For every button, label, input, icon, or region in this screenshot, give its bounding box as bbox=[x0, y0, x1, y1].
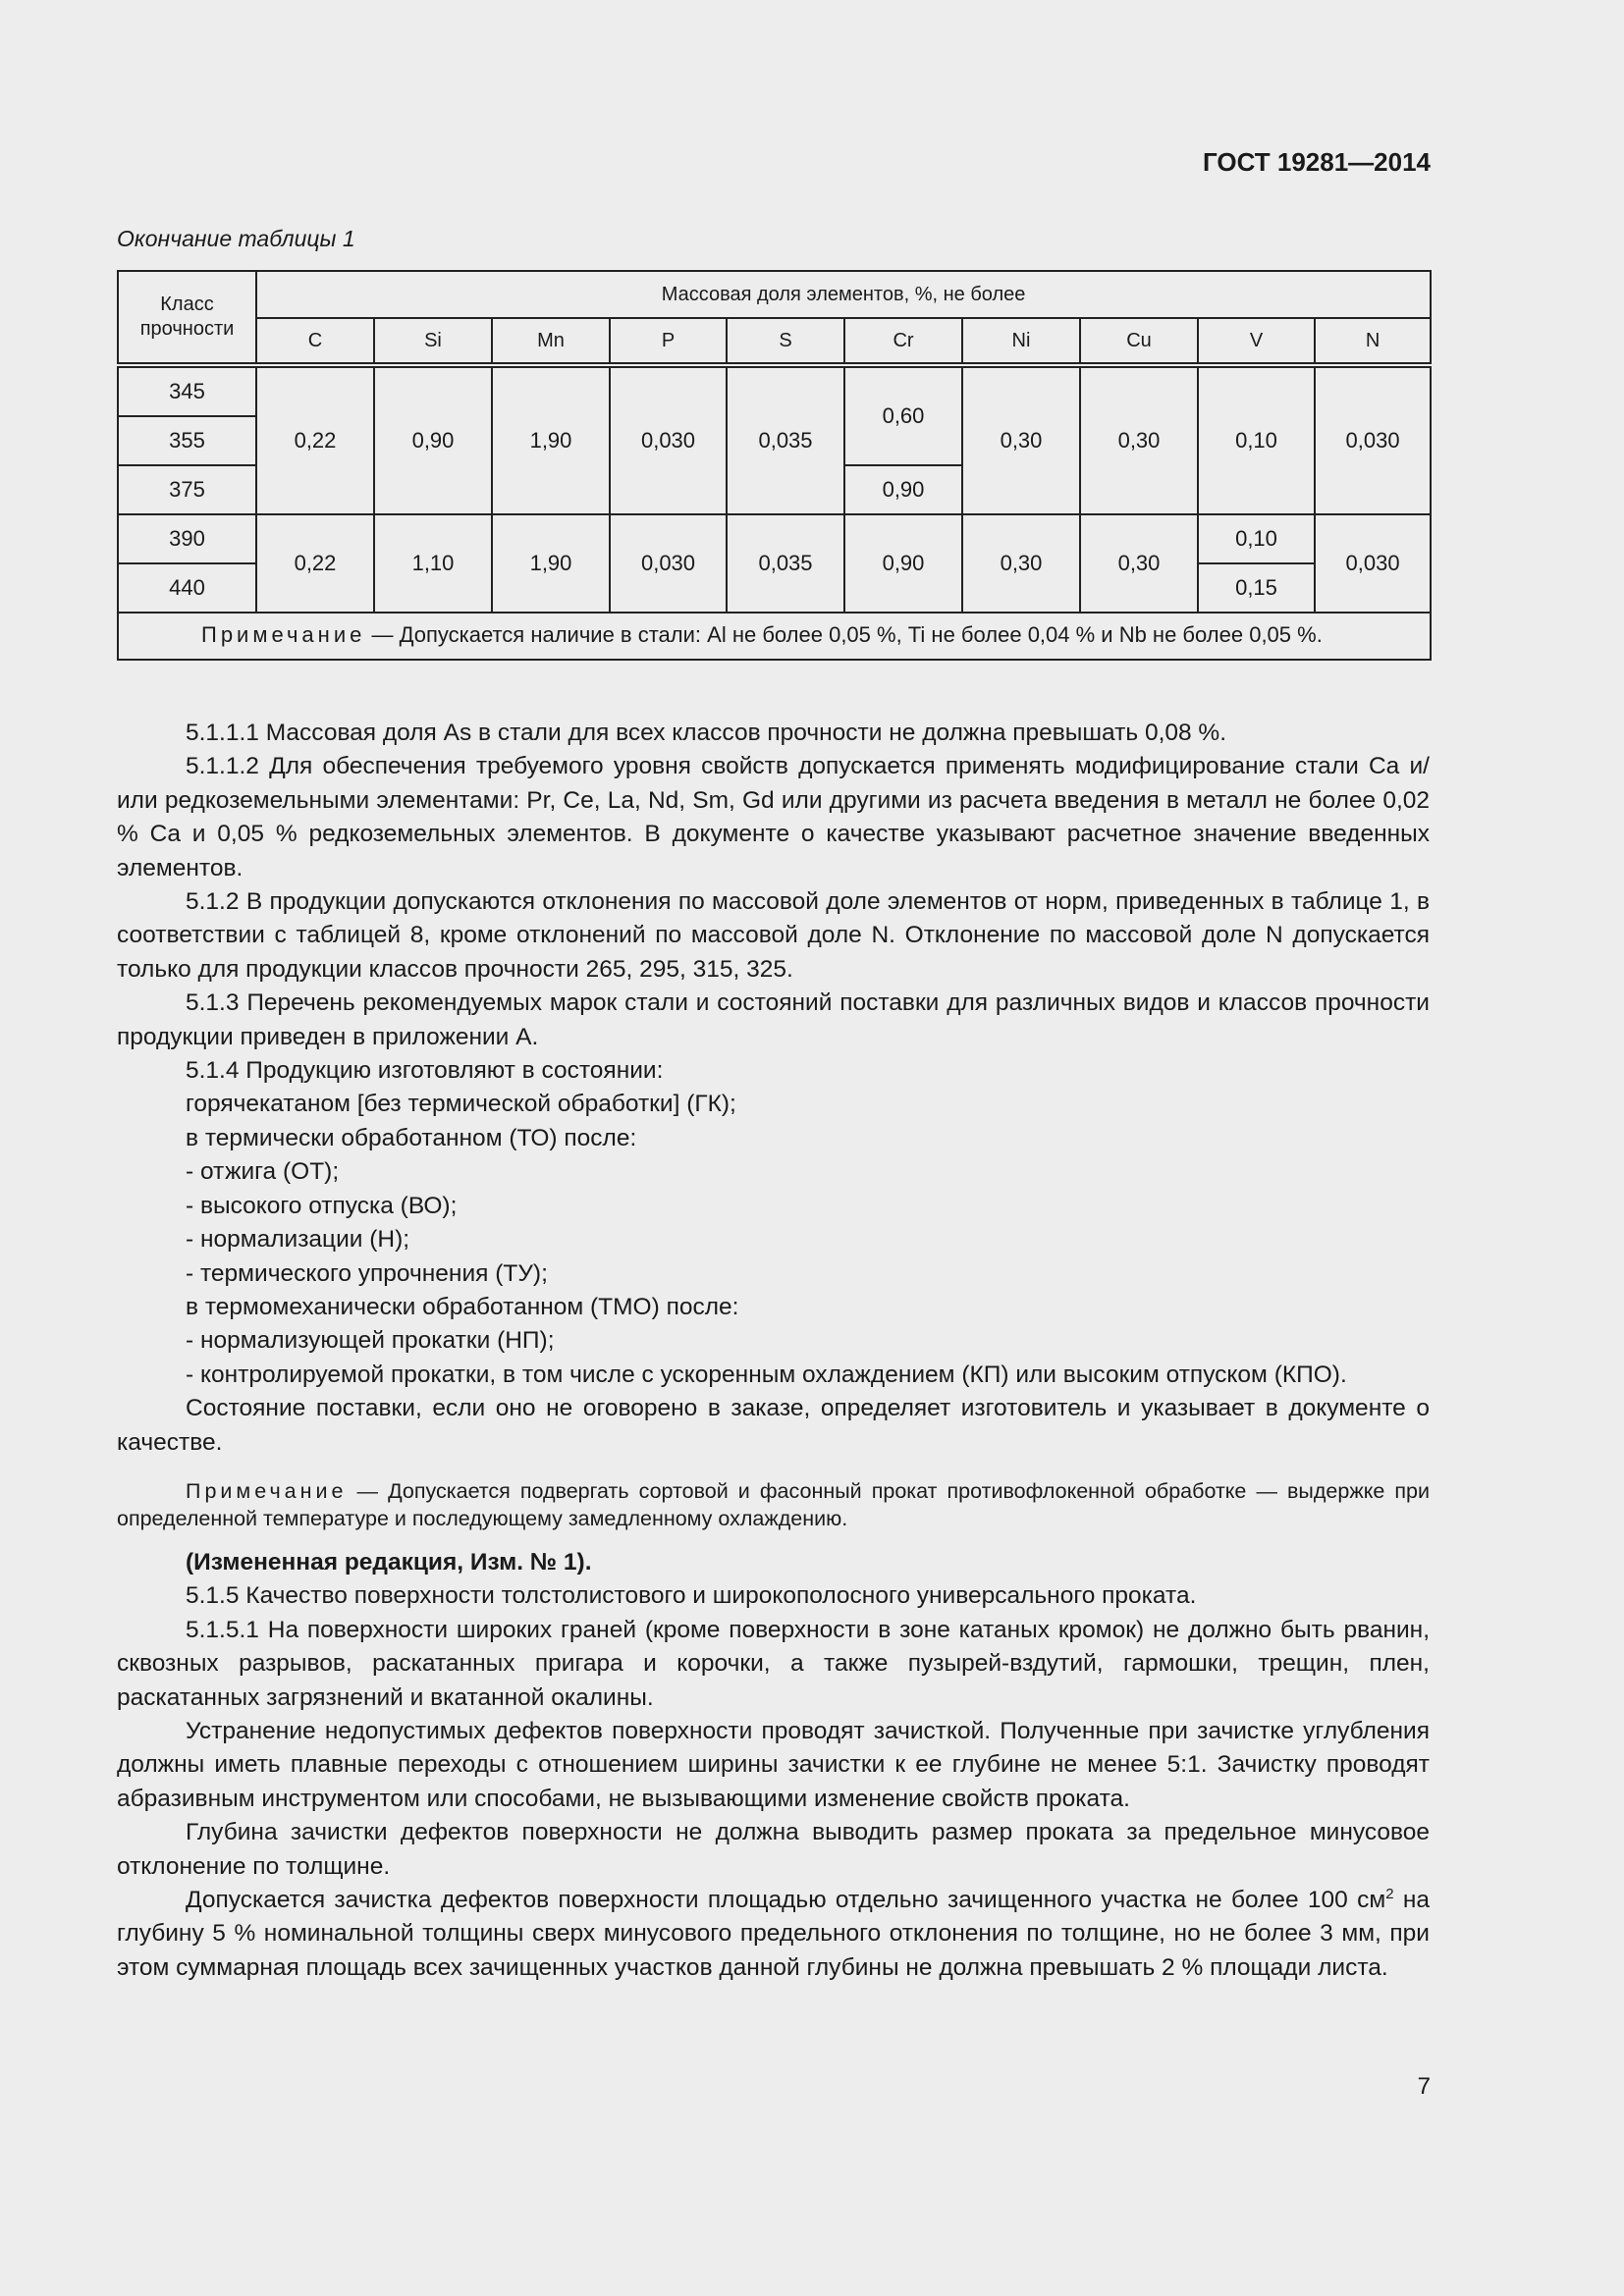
value-cell: 0,030 bbox=[610, 514, 727, 613]
value-cell: 0,30 bbox=[962, 514, 1080, 613]
list-item: горячекатаном [без термической обработки] (ГК); bbox=[186, 1091, 736, 1118]
class-cell: 440 bbox=[118, 563, 256, 613]
element-header: Mn bbox=[492, 318, 610, 365]
list-item: - нормализующей прокатки (НП); bbox=[186, 1327, 555, 1355]
paragraph: 5.1.1.1 Массовая доля As в стали для всех классов прочности не должна превышать 0,08 %. bbox=[186, 720, 1227, 746]
note-label: Примечание bbox=[186, 1478, 348, 1503]
body-text bbox=[117, 717, 1430, 1985]
class-cell: 375 bbox=[118, 465, 256, 514]
element-header: C bbox=[256, 318, 374, 365]
value-cell: 0,30 bbox=[962, 365, 1080, 514]
class-cell: 355 bbox=[118, 416, 256, 465]
value-cell: 0,30 bbox=[1080, 514, 1198, 613]
table-note-text: — Допускается наличие в стали: Al не более 0,05 %, Ti не более 0,04 % и Nb не более 0,05 %. bbox=[365, 622, 1323, 647]
page-number: 7 bbox=[1417, 2073, 1431, 2100]
paragraph: Устранение недопустимых дефектов поверхности проводят зачисткой. Полученные при зачистке углубления должны иметь плавные переходы с отношением ширины зачистки к ее глубине не менее 5:1. Зачистку проводят абразивным инструментом или способами, не вызывающими изменение свойств проката. bbox=[117, 1717, 1430, 1812]
paragraph-part: Допускается зачистка дефектов поверхности площадью отдельно зачищенного участка не более 100 см bbox=[186, 1887, 1386, 1913]
paragraph: 5.1.4 Продукцию изготовляют в состоянии: bbox=[186, 1057, 664, 1085]
class-cell: 345 bbox=[118, 365, 256, 416]
element-header: S bbox=[727, 318, 844, 365]
value-cell: 0,22 bbox=[256, 365, 374, 514]
list-item: - контролируемой прокатки, в том числе с ускоренным охлаждением (КП) или высоким отпуском (КПО). bbox=[186, 1361, 1347, 1388]
element-header: V bbox=[1198, 318, 1315, 365]
value-cell: 0,030 bbox=[1315, 365, 1431, 514]
element-header: Ni bbox=[962, 318, 1080, 365]
list-item: в термомеханически обработанном (ТМО) после: bbox=[186, 1293, 739, 1320]
list-item: - нормализации (Н); bbox=[186, 1226, 410, 1254]
paragraph: 5.1.2 В продукции допускаются отклонения по массовой доле элементов от норм, приведенных в таблице 1, в соответствии с таблицей 8, кроме отклонений по массовой доле N. Отклонение по массовой доле N допускается только для продукции классов прочности 265, 295, 315, 325. bbox=[117, 888, 1430, 983]
paragraph: 5.1.5.1 На поверхности широких граней (кроме поверхности в зоне катаных кромок) не должно быть рванин, сквозных разрывов, раскатанных пригара и корочки, а также пузырей-вздутий, гармошки, трещин, плен, раскатанных загрязнений и вкатанной окалины. bbox=[117, 1616, 1430, 1711]
value-cell: 0,90 bbox=[844, 465, 962, 514]
element-header: Cu bbox=[1080, 318, 1198, 365]
list-item: - термического упрочнения (ТУ); bbox=[186, 1259, 548, 1287]
paragraph: Глубина зачистки дефектов поверхности не должна выводить размер проката за предельное минусовое отклонение по толщине. bbox=[117, 1819, 1430, 1880]
element-header: P bbox=[610, 318, 727, 365]
list-item: - отжига (ОТ); bbox=[186, 1158, 340, 1186]
paragraph: 5.1.3 Перечень рекомендуемых марок стали и состояний поставки для различных видов и классов прочности продукции приведен в приложении А. bbox=[117, 989, 1430, 1050]
class-header: Класс прочности bbox=[118, 271, 256, 365]
chemical-composition-table bbox=[117, 270, 1432, 661]
value-cell: 0,22 bbox=[256, 514, 374, 613]
note bbox=[117, 1477, 1430, 1532]
paragraph: 5.1.1.2 Для обеспечения требуемого уровня свойств допускается применять модифицирование стали Ca и/или редкоземельными элементами: Pr, Ce, La, Nd, Sm, Gd или другими из расчета введения в металл не более 0,02 % Ca и 0,05 % редкоземельных элементов. В документе о качестве указывают расчетное значение введенных элементов. bbox=[117, 753, 1430, 881]
list-item: в термически обработанном (ТО) после: bbox=[186, 1124, 637, 1151]
value-cell: 1,10 bbox=[374, 514, 492, 613]
value-cell: 0,035 bbox=[727, 365, 844, 514]
value-cell: 1,90 bbox=[492, 365, 610, 514]
value-cell: 0,60 bbox=[844, 365, 962, 465]
document-id: ГОСТ 19281—2014 bbox=[1203, 147, 1431, 177]
paragraph: 5.1.5 Качество поверхности толстолистового и широкополосного универсального проката. bbox=[186, 1582, 1197, 1610]
element-header: Cr bbox=[844, 318, 962, 365]
table-caption: Окончание таблицы 1 bbox=[117, 226, 355, 251]
superscript: 2 bbox=[1385, 1885, 1394, 1902]
element-header: Si bbox=[374, 318, 492, 365]
value-cell: 0,030 bbox=[610, 365, 727, 514]
value-cell: 1,90 bbox=[492, 514, 610, 613]
paragraph-part: на глубину 5 % номинальной толщины сверх минусового предельного отклонения по толщине, но не более 3 мм, при этом суммарная площадь всех зачищенных участков данной глубины не должна превышать 2 % площади листа. bbox=[117, 1887, 1430, 1981]
element-header: N bbox=[1315, 318, 1431, 365]
note-text: — Допускается подвергать сортовой и фасонный прокат противофлокенной обработке — выдержке при определенной температуре и последующему замедленному охлаждению. bbox=[117, 1478, 1430, 1530]
list-item: - высокого отпуска (ВО); bbox=[186, 1192, 458, 1219]
value-cell: 0,90 bbox=[374, 365, 492, 514]
class-cell: 390 bbox=[118, 514, 256, 563]
value-cell: 0,10 bbox=[1198, 514, 1315, 563]
amendment-note: (Измененная редакция, Изм. № 1). bbox=[186, 1548, 592, 1575]
paragraph bbox=[117, 1884, 1430, 1985]
value-cell: 0,30 bbox=[1080, 365, 1198, 514]
value-cell: 0,035 bbox=[727, 514, 844, 613]
group-header: Массовая доля элементов, %, не более bbox=[256, 271, 1431, 318]
value-cell: 0,90 bbox=[844, 514, 962, 613]
paragraph: Состояние поставки, если оно не оговорено в заказе, определяет изготовитель и указывает в документе о качестве. bbox=[117, 1395, 1430, 1456]
value-cell: 0,10 bbox=[1198, 365, 1315, 514]
value-cell: 0,15 bbox=[1198, 563, 1315, 613]
table-note-label: Примечание bbox=[201, 622, 366, 647]
value-cell: 0,030 bbox=[1315, 514, 1431, 613]
table-note bbox=[118, 613, 1431, 660]
